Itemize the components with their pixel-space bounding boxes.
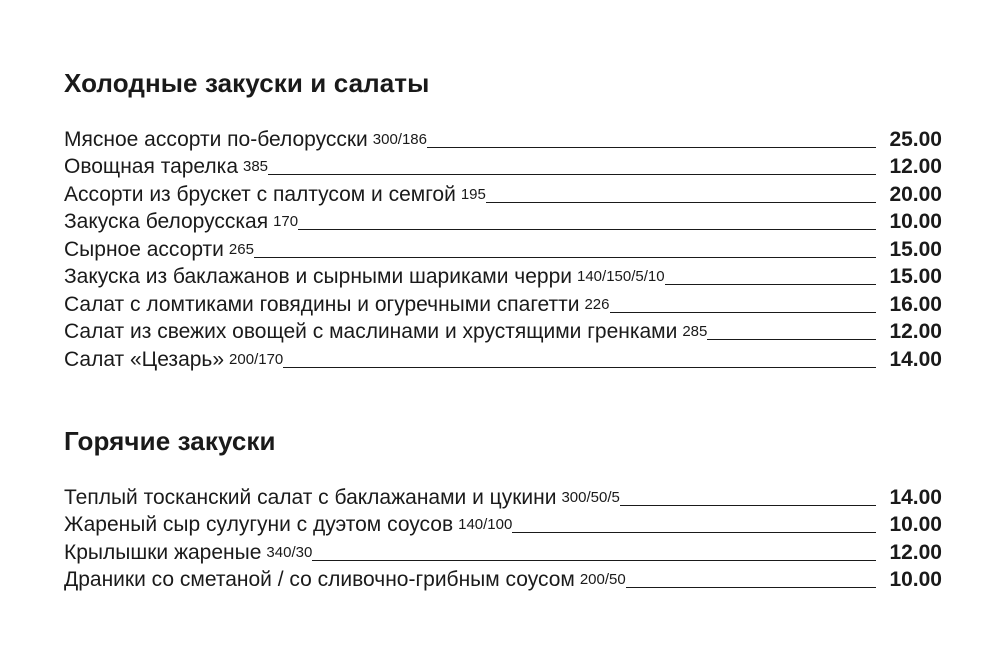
item-price: 15.00	[889, 265, 942, 288]
item-price: 14.00	[889, 485, 942, 509]
dot-leader	[268, 174, 876, 175]
item-name: Мясное ассорти по-белорусски	[64, 127, 368, 151]
dot-leader	[626, 587, 876, 588]
item-name: Ассорти из брускет с палтусом и семгой	[64, 182, 456, 206]
dot-leader	[610, 312, 877, 313]
item-price: 12.00	[889, 155, 942, 178]
menu-item	[64, 510, 942, 538]
dot-leader	[283, 367, 876, 368]
item-price: 16.00	[889, 292, 942, 316]
dot-leader	[665, 284, 876, 285]
item-weight: 226	[584, 295, 610, 313]
menu-item	[64, 482, 942, 510]
item-price: 15.00	[889, 237, 942, 261]
dot-leader	[312, 560, 876, 561]
item-name: Сырное ассорти	[64, 237, 224, 261]
dot-leader	[254, 257, 876, 258]
dot-leader	[620, 505, 876, 506]
item-name: Теплый тосканский салат с баклажанами и цукини	[64, 485, 557, 509]
menu-item	[64, 317, 942, 345]
dot-leader	[707, 339, 876, 340]
dot-leader	[427, 147, 876, 148]
item-weight: 170	[273, 213, 299, 230]
item-weight: 140/150/5/10	[577, 268, 665, 285]
item-weight: 265	[228, 240, 254, 258]
menu-item	[64, 537, 942, 565]
item-weight: 200/170	[229, 350, 284, 368]
menu-item	[64, 565, 942, 593]
menu-item	[64, 124, 942, 152]
item-weight: 200/50	[579, 571, 626, 588]
item-price: 10.00	[889, 513, 942, 536]
menu-section-hot-appetizers	[64, 424, 942, 592]
item-weight: 285	[682, 323, 708, 340]
item-name: Драники со сметаной / со сливочно-грибным соусом	[64, 568, 575, 591]
menu-item	[64, 344, 942, 372]
item-weight: 195	[460, 185, 486, 203]
menu-item	[64, 207, 942, 235]
item-weight: 300/186	[372, 130, 427, 148]
menu-item	[64, 179, 942, 207]
item-price: 10.00	[889, 210, 942, 233]
menu-item	[64, 262, 942, 290]
item-name: Закуска из баклажанов и сырными шариками черри	[64, 265, 572, 288]
item-weight: 300/50/5	[561, 488, 620, 506]
item-name: Закуска белорусская	[64, 210, 269, 233]
item-price: 12.00	[889, 540, 942, 564]
dot-leader	[298, 229, 876, 230]
menu-list	[64, 482, 942, 592]
item-price: 12.00	[889, 320, 942, 343]
item-name: Жареный сыр сулугуни с дуэтом соусов	[64, 513, 454, 536]
item-name: Салат «Цезарь»	[64, 347, 225, 371]
item-price: 25.00	[889, 127, 942, 151]
menu-item	[64, 152, 942, 180]
dot-leader	[512, 532, 876, 533]
section-title: Горячие закуски	[64, 426, 276, 456]
item-name: Салат из свежих овощей с маслинами и хрустящими гренками	[64, 320, 678, 343]
item-price: 14.00	[889, 347, 942, 371]
menu-item	[64, 289, 942, 317]
item-weight: 340/30	[266, 543, 313, 561]
item-name: Салат с ломтиками говядины и огуречными спагетти	[64, 292, 580, 316]
item-price: 10.00	[889, 568, 942, 591]
menu-list	[64, 124, 942, 372]
item-weight: 140/100	[458, 516, 513, 533]
dot-leader	[486, 202, 876, 203]
section-title: Холодные закуски и салаты	[64, 68, 430, 98]
item-price: 20.00	[889, 182, 942, 206]
item-weight: 385	[243, 158, 269, 175]
menu-section-cold-appetizers	[64, 66, 942, 372]
menu-item	[64, 234, 942, 262]
item-name: Овощная тарелка	[64, 155, 238, 178]
item-name: Крылышки жареные	[64, 540, 262, 564]
